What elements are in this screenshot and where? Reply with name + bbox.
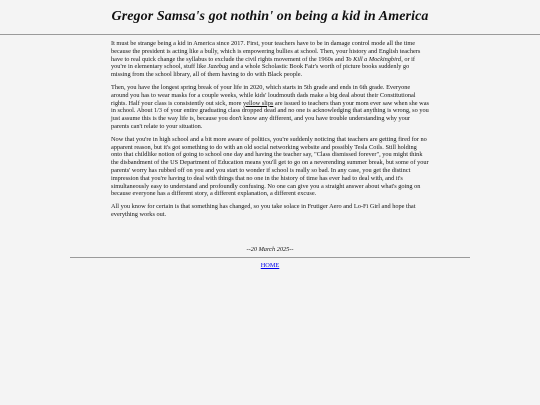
- article-paragraph-3: Now that you're in high school and a bit more aware of politics, you're suddenly noticing that teachers are getting fired for no apparent reason, but it's got something to do with an old social networking website and possibly Tesla Coils. Still holding onto that childlike notion of going to school one day and having the teacher say, "Class dismissed forever", you might think the disbandment of the US Department of Education means you'll get to go on a neverending summer break, but some of your parents' worry has rubbed off on you and you start to wonder if school is really so bad. In any case, you get the distinct impression that you're having to deal with things that no one in the history of time has ever had to deal with, and it's simultaneously easy to understand and profoundly confusing. No one can give you a straight answer about what's going on because everyone has a different story, a different explanation, a different excuse.: [111, 135, 429, 198]
- paragraph-2-text-a: Then, you have the longest spring break of your life in 2020, which starts in 5th grade and ends in 6th grade. Everyone around you has to wear masks for a couple weeks, while kids' loudmouth dads make a big deal about their Constitutional rights. Half your class is consistently out sick, more: [111, 83, 416, 107]
- paragraph-1-text-b: , or if you're in elementary school, stuff like: [111, 55, 416, 71]
- article-paragraph-1: [111, 40, 429, 79]
- home-link-container: [0, 262, 540, 270]
- bottom-divider: [70, 257, 470, 258]
- article-paragraph-2: [111, 84, 429, 131]
- paragraph-2-text-b: are issued to teachers than your mom ever saw when she was in school. About 1/3 of your entire graduating class dropped dead and no one is acknowledging that anything is wrong, so you just assume this is the way life is, because you don't know any different, and you have trouble understanding why your parents can't relate to your situation.: [111, 99, 429, 130]
- article-body: [111, 40, 429, 224]
- book-title-jazebug: Jazebug: [207, 63, 229, 71]
- page-header: [0, 0, 540, 35]
- paragraph-1-text-c: and a whole Scholastic Book Fair's worth of picture books suddenly go missing from the school library, all of them having to do with Black people.: [111, 63, 410, 79]
- paragraph-1-text-a: It must be strange being a kid in America since 2017. First, your teachers have to be in damage control mode all the time because the president is acting like a bully, which is empowering bullies at school. Then, your history and English teachers have to real quick change the syllabus to exclude the civil rights movement of the 1960s and: [111, 40, 421, 63]
- article-paragraph-4: All you know for certain is that something has changed, so you take solace in Frutiger Aero and Lo-Fi Girl and hope that everything works out.: [111, 203, 416, 218]
- home-link[interactable]: HOME: [260, 262, 280, 269]
- page-title: Gregor Samsa's got nothin' on being a kid in America: [111, 9, 429, 24]
- book-title-to-kill-a-mockingbird: To Kill a Mockingbird: [345, 55, 402, 63]
- yellow-slips-text: yellow slips: [243, 99, 274, 107]
- publish-date: --20 March 2025--: [246, 246, 294, 253]
